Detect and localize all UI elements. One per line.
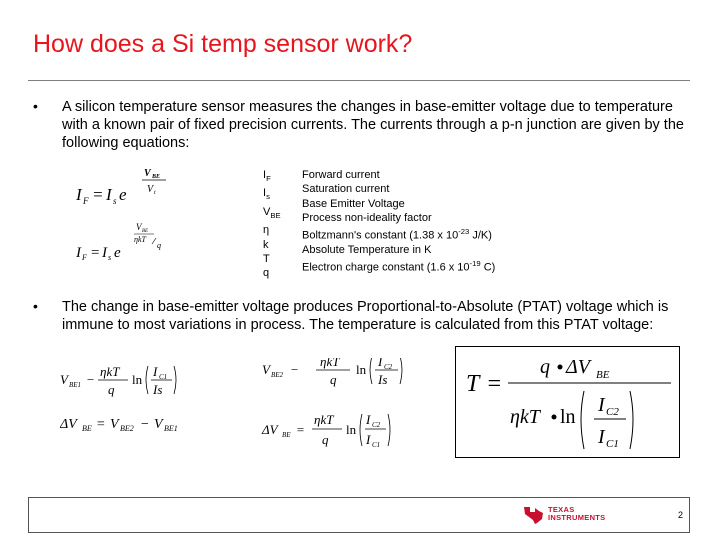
svg-text:q: q	[540, 356, 550, 378]
svg-text:ΔV: ΔV	[60, 417, 77, 432]
symbol-row: q	[263, 267, 270, 280]
symbol-column	[263, 168, 281, 281]
svg-text:t: t	[154, 190, 156, 196]
svg-text:q: q	[322, 432, 329, 447]
temperature-formula	[456, 347, 679, 457]
logo-line-2: INSTRUMENTS	[548, 513, 606, 522]
ti-logo	[521, 503, 605, 525]
svg-text:s: s	[113, 196, 117, 206]
svg-text:I: I	[102, 245, 107, 261]
svg-text:C1: C1	[372, 441, 381, 449]
svg-text:ηkT: ηkT	[100, 364, 120, 379]
svg-text:=: =	[92, 185, 104, 204]
svg-text:=: =	[486, 371, 503, 397]
svg-text:C1: C1	[606, 438, 619, 450]
svg-text:V: V	[154, 417, 163, 432]
temperature-formula-box	[455, 346, 680, 458]
svg-text:C1: C1	[159, 373, 168, 381]
definition-row: Forward current	[302, 169, 380, 181]
texas-state-icon	[521, 503, 545, 525]
svg-text:−: −	[140, 417, 150, 432]
svg-text:V: V	[110, 417, 119, 432]
page-number: 2	[677, 510, 683, 520]
svg-text:I: I	[153, 364, 158, 379]
svg-text:I: I	[378, 358, 383, 369]
svg-text:I: I	[366, 432, 371, 447]
svg-text:ηkT: ηkT	[510, 406, 540, 428]
svg-text:Is: Is	[378, 372, 388, 387]
svg-text:T: T	[466, 371, 480, 397]
svg-text:F: F	[83, 196, 89, 206]
svg-text:I: I	[598, 426, 605, 448]
svg-text:I: I	[598, 394, 605, 416]
slide-title: How does a Si temp sensor work?	[33, 30, 413, 58]
symbol-row: $I_F$	[263, 169, 271, 184]
svg-text:=: =	[96, 417, 106, 432]
svg-text:BE: BE	[282, 431, 291, 439]
svg-text:=: =	[296, 422, 305, 437]
vbe-equations	[60, 358, 460, 458]
svg-text:ln: ln	[356, 362, 367, 377]
svg-text:ΔV: ΔV	[262, 422, 278, 437]
bullet-marker-1: •	[33, 98, 38, 114]
svg-text:BE: BE	[82, 424, 92, 433]
definition-row: Boltzmann's constant (1.38 x $10^{-23}$ J/K)	[302, 227, 492, 242]
definition-row: Process non-ideality factor	[302, 211, 432, 224]
svg-text:C2: C2	[606, 406, 619, 418]
svg-text:q: q	[108, 382, 115, 397]
svg-text:C2: C2	[384, 363, 393, 371]
bullet-2-text: The change in base-emitter voltage produces Proportional-to-Absolute (PTAT) voltage which is immune to most variations in process. The temperature is calculated from this PTAT voltage:	[62, 299, 669, 333]
symbol-row: η	[263, 224, 270, 237]
svg-text:ηkT: ηkT	[320, 358, 340, 369]
definition-row: Base Emitter Voltage	[302, 197, 405, 210]
svg-text:V: V	[60, 372, 68, 387]
svg-text:s: s	[108, 253, 112, 262]
svg-text:V: V	[147, 184, 154, 195]
svg-text:V: V	[144, 168, 151, 179]
svg-text:BE1: BE1	[69, 381, 82, 389]
title-divider	[28, 80, 690, 81]
svg-text:e: e	[114, 245, 121, 261]
svg-text:−: −	[290, 362, 299, 377]
svg-text:BE2: BE2	[120, 424, 134, 433]
svg-text:I: I	[76, 245, 81, 261]
svg-text:I: I	[366, 412, 371, 427]
svg-text:I: I	[76, 185, 82, 204]
svg-text:I: I	[106, 185, 112, 204]
svg-text:V: V	[136, 222, 142, 232]
logo-line-1: TEXAS	[548, 505, 575, 514]
symbol-row: T	[263, 253, 270, 266]
symbol-row: k	[263, 238, 269, 251]
svg-text:ηkT: ηkT	[134, 235, 146, 244]
svg-text:BE2: BE2	[271, 371, 284, 379]
svg-text:ln: ln	[346, 422, 357, 437]
svg-text:−: −	[86, 372, 95, 387]
svg-text:=: =	[90, 245, 101, 261]
svg-text:Is: Is	[153, 382, 163, 397]
svg-text:e: e	[119, 185, 127, 204]
svg-text:C2: C2	[372, 421, 381, 429]
svg-text:ηkT: ηkT	[314, 412, 334, 427]
bullet-1-text: A silicon temperature sensor measures the changes in base-emitter voltage due to temperature with a known pair of fixed precision currents. The currents through a p-n junction are given by the following equations:	[62, 99, 684, 151]
slide-footer	[28, 497, 690, 533]
svg-text:ΔV: ΔV	[566, 356, 590, 378]
svg-text:ln: ln	[560, 406, 576, 428]
svg-text:q: q	[330, 372, 337, 387]
bullet-marker-2: •	[33, 298, 38, 314]
symbol-row: $V_{BE}$	[263, 205, 281, 221]
svg-text:ln: ln	[132, 372, 143, 387]
svg-text:BE: BE	[152, 174, 161, 180]
definition-column	[302, 168, 495, 275]
definition-row: Absolute Temperature in K	[302, 244, 432, 257]
svg-text:BE: BE	[142, 229, 149, 234]
svg-text:F: F	[82, 253, 87, 262]
svg-text:BE1: BE1	[164, 424, 178, 433]
definition-row: Electron charge constant (1.6 x $10^{-19}$ C)	[302, 259, 496, 275]
svg-text:q: q	[157, 241, 161, 250]
svg-text:V: V	[262, 362, 270, 377]
svg-text:BE: BE	[596, 369, 610, 381]
current-equations	[70, 160, 190, 270]
symbol-row: $I_s$	[263, 187, 270, 202]
definition-row: Saturation current	[302, 183, 390, 196]
